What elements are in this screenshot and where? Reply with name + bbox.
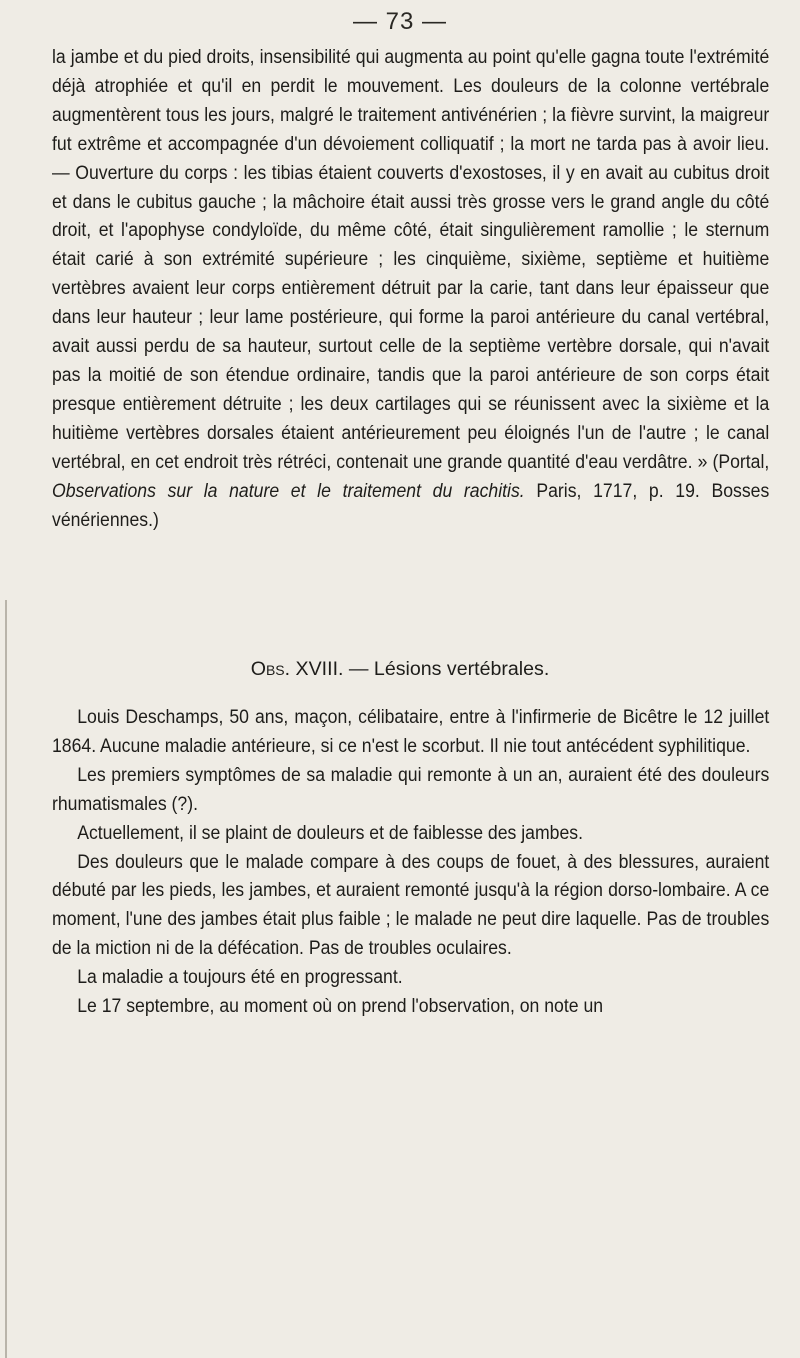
citation-details: Paris, 1717, p. 19. Bosses vénériennes.) <box>52 479 770 531</box>
paragraph-5: La maladie a toujours été en progressant. <box>77 966 403 989</box>
page-edge-shadow <box>5 600 7 1358</box>
paragraph-3: Actuellement, il se plaint de douleurs et de faiblesse des jambes. <box>77 821 584 844</box>
text-block-observation <box>52 703 769 1021</box>
paragraph-4: Des douleurs que le malade compare à des coups de fouet, à des blessures, auraient débuté par les pieds, les jambes, et auraient remonté jusqu'à la région dorso-lombaire. A ce moment, l'une des jambes était plus faible ; le malade ne peut dire laquelle. Pas de troubles de la miction ni de la défécation. Pas de troubles oculaires. <box>52 850 770 960</box>
paragraph-2: Les premiers symptômes de sa maladie qui remonte à un an, auraient été des douleurs rhumatismales (?). <box>52 763 770 815</box>
paragraph-6: Le 17 septembre, au moment où on prend l'observation, on note un <box>77 995 604 1018</box>
citation-title: Observations sur la nature et le traitement du rachitis. <box>52 479 525 502</box>
paragraph-continuation <box>52 43 769 534</box>
text-block-continuation <box>52 43 769 534</box>
paragraph-1: Louis Deschamps, 50 ans, maçon, célibataire, entre à l'infirmerie de Bicêtre le 12 juillet 1864. Aucune maladie antérieure, si ce n'est le scorbut. Il nie tout antécédent syphilitique. <box>52 706 770 757</box>
observation-heading <box>0 658 800 681</box>
observation-title: XVIII. — Lésions vertébrales. <box>290 658 550 680</box>
observation-label: Obs. <box>250 658 291 680</box>
paragraph-text: la jambe et du pied droits, insensibilité qui augmenta au point qu'elle gagna toute l'extrémité déjà atrophiée et qu'il en perdit le mouvement. Les douleurs de la colonne vertébrale augmentèrent tous les jours, malgré le traitement antivénérien ; la fièvre survint, la maigreur fut extrême et accompagnée d'un dévoiement colliquatif ; la mort ne tarda pas à avoir lieu. — Ouverture du corps : les tibias étaient couverts d'exostoses, il y en avait au cubitus droit et dans le cubitus gauche ; la mâchoire était aussi très grosse vers le grand angle du côté droit, et l'apophyse condyloïde, du même côté, était singulièrement ramollie ; le sternum était carié à son extrémité supérieure ; les cinquième, sixième, septième et huitième vertèbres avaient leur corps entièrement détruit par la carie, tant dans leur épaisseur que dans leur hauteur ; leur lame postérieure, qui forme la paroi antérieure du canal vertébral, avait aussi perdu de sa hauteur, surtout celle de la septième vertèbre dorsale, qui n'avait pas la moitié de son étendue ordinaire, tandis que la paroi antérieure de son corps était presque entièrement détruite ; les deux cartilages qui se réunissent avec la sixième et la huitième vertèbres dorsales étaient antérieurement peu éloignés l'un de l'autre ; le canal vertébral, en cet endroit très rétréci, contenait une grande quantité d'eau verdâtre. » (Portal, <box>52 46 770 473</box>
page-number: — 73 — <box>352 8 448 35</box>
